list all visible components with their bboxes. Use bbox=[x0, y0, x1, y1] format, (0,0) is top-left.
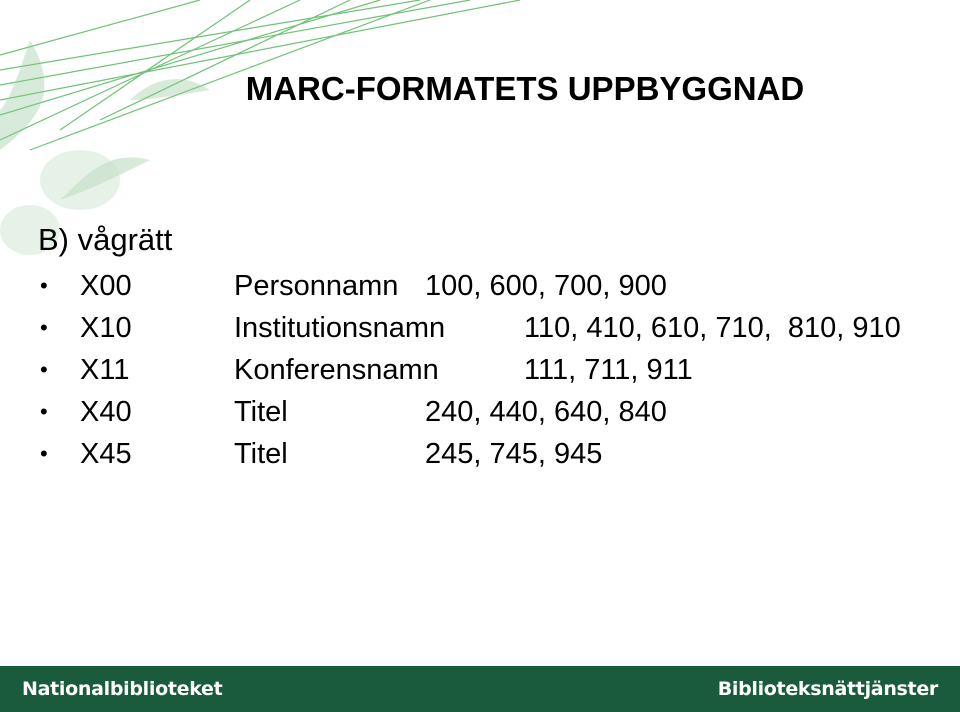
field-code: X00 bbox=[80, 270, 132, 302]
bullet: • bbox=[40, 441, 48, 466]
bullet: • bbox=[40, 399, 48, 424]
field-name: Institutionsnamn bbox=[234, 312, 446, 344]
bullet: • bbox=[40, 315, 48, 340]
decorative-lines-graphic bbox=[0, 0, 960, 260]
field-numbers: 110, 410, 610, 710, 810, 910 bbox=[524, 312, 901, 344]
footer-bar bbox=[0, 666, 960, 712]
field-code: X40 bbox=[80, 396, 132, 428]
field-numbers: 240, 440, 640, 840 bbox=[425, 396, 667, 428]
nationalbiblioteket-logo: Nationalbiblioteket bbox=[22, 678, 223, 700]
field-code: X45 bbox=[80, 438, 132, 470]
field-numbers: 245, 745, 945 bbox=[425, 438, 603, 470]
field-numbers: 111, 711, 911 bbox=[524, 354, 693, 386]
bullet: • bbox=[40, 357, 48, 382]
field-numbers: 100, 600, 700, 900 bbox=[425, 270, 667, 302]
slide-title: MARC-FORMATETS UPPBYGGNAD bbox=[245, 70, 805, 107]
field-name: Titel bbox=[234, 396, 288, 428]
field-name: Personnamn bbox=[234, 270, 399, 302]
field-code: X10 bbox=[80, 312, 132, 344]
slide-subheading: B) vågrätt bbox=[38, 222, 173, 257]
field-name: Konferensnamn bbox=[234, 354, 439, 386]
field-name: Titel bbox=[234, 438, 288, 470]
field-code: X11 bbox=[80, 354, 130, 386]
bullet: • bbox=[40, 273, 48, 298]
biblioteksnattjanster-logo: Biblioteksnättjänster bbox=[717, 678, 938, 700]
